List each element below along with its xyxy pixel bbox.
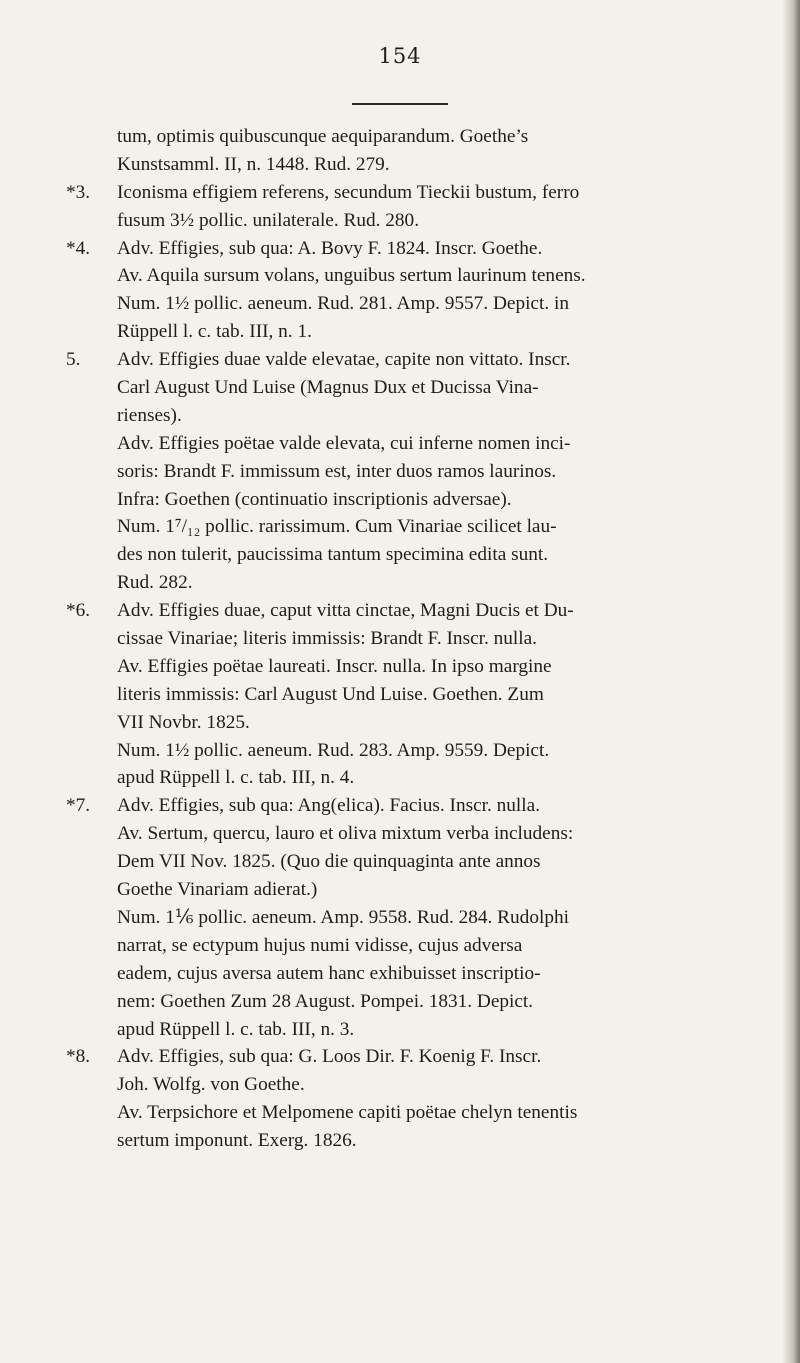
line-text: cissae Vinariae; literis immissis: Brandt F. Inscr. nulla. [117, 628, 537, 650]
text-line [0, 207, 780, 235]
text-line [0, 402, 780, 430]
line-text: Num. 1⁷/₁₂ pollic. rarissimum. Cum Vinariae scilicet lau- [117, 516, 557, 538]
line-text: Av. Sertum, quercu, lauro et oliva mixtum verba includens: [117, 823, 574, 845]
line-text: literis immissis: Carl August Und Luise. Goethen. Zum [117, 683, 544, 705]
text-line [0, 988, 780, 1016]
line-text: fusum 3½ pollic. unilaterale. Rud. 280. [117, 209, 420, 231]
line-text: Joh. Wolfg. von Goethe. [117, 1074, 305, 1096]
text-line [0, 681, 780, 709]
text-line [0, 458, 780, 486]
line-text: Num. 1½ pollic. aeneum. Rud. 283. Amp. 9559. Depict. [117, 739, 550, 761]
header-rule [352, 103, 448, 105]
line-text: Num. 1⅙ pollic. aeneum. Amp. 9558. Rud. 284. Rudolphi [117, 906, 569, 928]
line-text: narrat, se ectypum hujus numi vidisse, cujus adversa [117, 934, 523, 956]
entry-number: *7. [66, 795, 91, 817]
text-line [0, 179, 780, 207]
line-text: Av. Effigies poëtae laureati. Inscr. nulla. In ipso margine [117, 655, 552, 677]
text-line [0, 1127, 780, 1155]
line-text: Adv. Effigies duae valde elevatae, capite non vittato. Inscr. [117, 349, 571, 371]
text-line [0, 876, 780, 904]
text-line [0, 792, 780, 820]
line-text: eadem, cujus aversa autem hanc exhibuisset inscriptio- [117, 962, 541, 984]
line-text: Av. Aquila sursum volans, unguibus sertum laurinum tenens. [117, 265, 586, 287]
text-line [0, 597, 780, 625]
entry-number: 5. [66, 349, 81, 371]
entry-number: *6. [66, 600, 91, 622]
line-text: nem: Goethen Zum 28 August. Pompei. 1831. Depict. [117, 990, 534, 1012]
line-text: Adv. Effigies poëtae valde elevata, cui inferne nomen inci- [117, 432, 571, 454]
line-text: Rüppell l. c. tab. III, n. 1. [117, 321, 312, 343]
text-line [0, 932, 780, 960]
text-line [0, 1016, 780, 1044]
text-line [0, 346, 780, 374]
text-line [0, 486, 780, 514]
text-line [0, 709, 780, 737]
text-line [0, 1099, 780, 1127]
line-text: soris: Brandt F. immissum est, inter duos ramos laurinos. [117, 460, 557, 482]
text-line [0, 262, 780, 290]
text-line [0, 235, 780, 263]
line-text: VII Novbr. 1825. [117, 711, 250, 733]
text-line [0, 123, 780, 151]
entry-number: *3. [66, 181, 91, 203]
page-number: 154 [378, 44, 422, 68]
line-text: apud Rüppell l. c. tab. III, n. 4. [117, 767, 355, 789]
text-line [0, 430, 780, 458]
page-edge-shadow [782, 0, 800, 1363]
line-text: Adv. Effigies, sub qua: Ang(elica). Facius. Inscr. nulla. [117, 795, 541, 817]
text-line [0, 904, 780, 932]
text-line [0, 960, 780, 988]
text-line [0, 1071, 780, 1099]
line-text: Av. Terpsichore et Melpomene capiti poëtae chelyn tenentis [117, 1102, 578, 1124]
text-line [0, 764, 780, 792]
line-text: Rud. 282. [117, 572, 193, 594]
text-line [0, 1043, 780, 1071]
line-text: tum, optimis quibuscunque aequiparandum. Goethe’s [117, 126, 529, 147]
text-line [0, 737, 780, 765]
text-line [0, 569, 780, 597]
line-text: Infra: Goethen (continuatio inscriptionis adversae). [117, 488, 512, 510]
body-text [0, 123, 780, 1155]
text-line [0, 653, 780, 681]
line-text: Iconisma effigiem referens, secundum Tieckii bustum, ferro [117, 181, 580, 203]
line-text: Kunstsamml. II, n. 1448. Rud. 279. [117, 153, 390, 175]
text-line [0, 541, 780, 569]
line-text: Dem VII Nov. 1825. (Quo die quinquaginta ante annos [117, 851, 541, 873]
text-line [0, 625, 780, 653]
line-text: Num. 1½ pollic. aeneum. Rud. 281. Amp. 9557. Depict. in [117, 293, 569, 315]
line-text: Adv. Effigies duae, caput vitta cinctae, Magni Ducis et Du- [117, 600, 574, 622]
entry-number: *4. [66, 237, 91, 259]
text-line [0, 820, 780, 848]
line-text: Adv. Effigies, sub qua: G. Loos Dir. F. Koenig F. Inscr. [117, 1046, 542, 1068]
line-text: des non tulerit, paucissima tantum specimina edita sunt. [117, 544, 549, 566]
text-line [0, 290, 780, 318]
line-text: sertum imponunt. Exerg. 1826. [117, 1130, 357, 1152]
text-line [0, 151, 780, 179]
text-line [0, 513, 780, 541]
text-line [0, 318, 780, 346]
line-text: rienses). [117, 404, 182, 426]
line-text: Carl August Und Luise (Magnus Dux et Ducissa Vina- [117, 377, 539, 399]
line-text: apud Rüppell l. c. tab. III, n. 3. [117, 1018, 355, 1040]
text-line [0, 848, 780, 876]
line-text: Adv. Effigies, sub qua: A. Bovy F. 1824. Inscr. Goethe. [117, 237, 543, 259]
text-line [0, 374, 780, 402]
line-text: Goethe Vinariam adierat.) [117, 879, 318, 901]
entry-number: *8. [66, 1046, 91, 1068]
